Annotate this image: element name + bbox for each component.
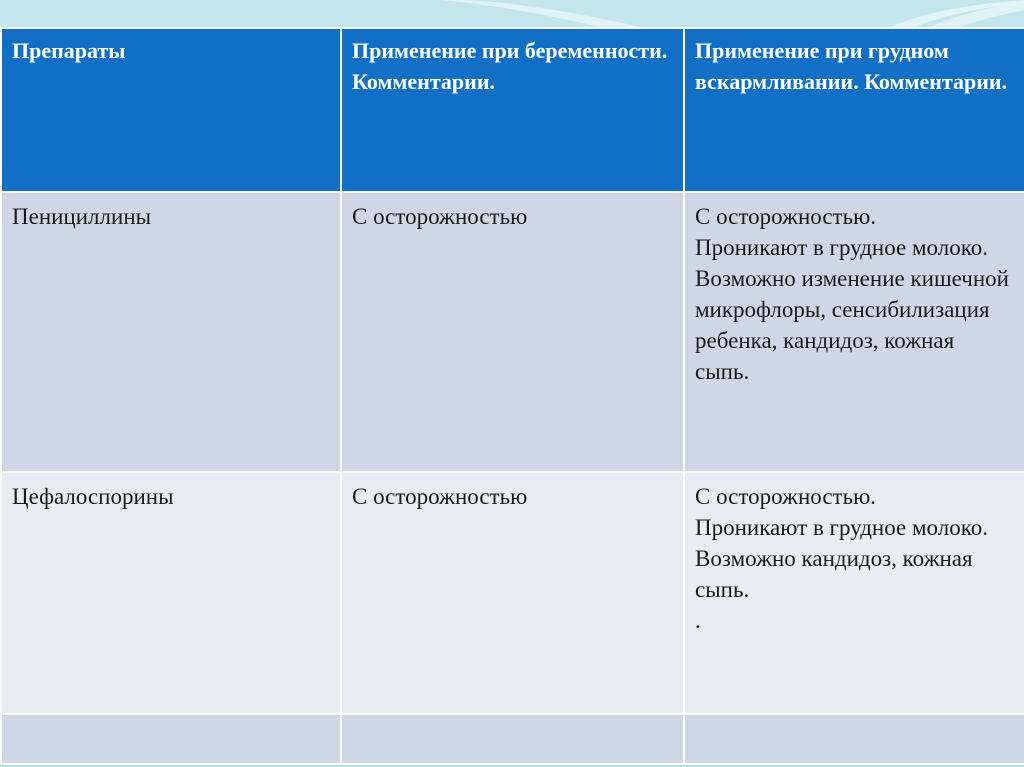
cell-pregnancy: С осторожностью [341, 472, 684, 714]
cell-drug [1, 714, 341, 764]
cell-drug: Пенициллины [1, 192, 341, 472]
table-row [1, 714, 1024, 764]
cell-breastfeeding: С осторожностью. Проникают в грудное молоко. Возможно кандидоз, кожная сыпь. . [684, 472, 1024, 714]
cell-pregnancy [341, 714, 684, 764]
header-breastfeeding: Применение при грудном вскармливании. Комментарии. [684, 28, 1024, 192]
table-row [1, 472, 1024, 714]
cell-breastfeeding: С осторожностью. Проникают в грудное молоко. Возможно изменение кишечной микрофлоры, сенсибилизация ребенка, кандидоз, кожная сыпь. [684, 192, 1024, 472]
drug-comparison-table [0, 27, 1024, 765]
table-row [1, 192, 1024, 472]
table-header-row [1, 28, 1024, 192]
header-pregnancy: Применение при беременности. Комментарии. [341, 28, 684, 192]
cell-breastfeeding [684, 714, 1024, 764]
header-drugs: Препараты [1, 28, 341, 192]
cell-pregnancy: С осторожностью [341, 192, 684, 472]
cell-drug: Цефалоспорины [1, 472, 341, 714]
